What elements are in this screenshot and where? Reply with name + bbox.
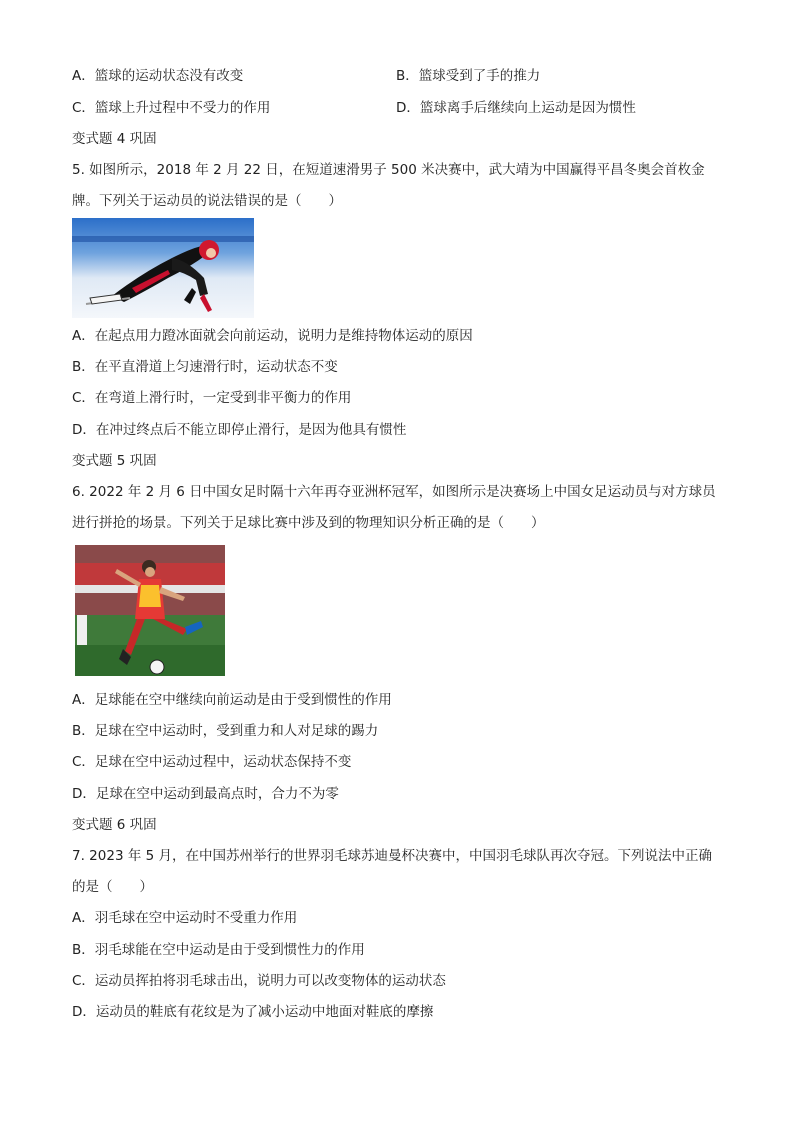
q4-option-d: D．篮球离手后继续向上运动是因为惯性 xyxy=(396,100,636,116)
q7-option-a: A．羽毛球在空中运动时不受重力作用 xyxy=(72,910,298,926)
q7-option-d: D．运动员的鞋底有花纹是为了减小运动中地面对鞋底的摩擦 xyxy=(72,1004,434,1020)
q6-option-d: D．足球在空中运动到最高点时，合力不为零 xyxy=(72,786,339,802)
q5-option-a: A．在起点用力蹬冰面就会向前运动，说明力是维持物体运动的原因 xyxy=(72,328,473,344)
q5-variant-label: 变式题 5 巩固 xyxy=(72,453,157,469)
q5-stem: 5. 如图所示，2018 年 2 月 22 日，在短道速滑男子 500 米决赛中，武大靖为中国赢得平昌冬奥会首枚金牌。下列关于运动员的说法错误的是（ ） xyxy=(72,162,705,209)
q4-option-c: C．篮球上升过程中不受力的作用 xyxy=(72,100,271,116)
q4-option-a: A．篮球的运动状态没有改变 xyxy=(72,68,244,84)
q7-stem: 7. 2023 年 5 月，在中国苏州举行的世界羽毛球苏迪曼杯决赛中，中国羽毛球队再次夺冠。下列说法中正确的是（ ） xyxy=(72,848,712,895)
q6-option-a: A．足球能在空中继续向前运动是由于受到惯性的作用 xyxy=(72,692,392,708)
q6-stem: 6. 2022 年 2 月 6 日中国女足时隔十六年再夺亚洲杯冠军，如图所示是决赛场上中国女足运动员与对方球员进行拼抢的场景。下列关于足球比赛中涉及到的物理知识分析正确的是（ ） xyxy=(72,484,716,531)
q6-option-c: C．足球在空中运动过程中，运动状态保持不变 xyxy=(72,754,352,770)
speed-skater-photo xyxy=(72,218,254,318)
q4-option-b: B．篮球受到了手的推力 xyxy=(396,68,541,84)
q4-variant-label: 变式题 4 巩固 xyxy=(72,131,157,147)
q6-variant-label: 变式题 6 巩固 xyxy=(72,817,157,833)
q6-option-b: B．足球在空中运动时，受到重力和人对足球的踢力 xyxy=(72,723,379,739)
q7-option-b: B．羽毛球能在空中运动是由于受到惯性力的作用 xyxy=(72,942,365,958)
q7-option-c: C．运动员挥拍将羽毛球击出，说明力可以改变物体的运动状态 xyxy=(72,973,446,989)
q5-option-c: C．在弯道上滑行时，一定受到非平衡力的作用 xyxy=(72,390,352,406)
q5-option-d: D．在冲过终点后不能立即停止滑行，是因为他具有惯性 xyxy=(72,422,407,438)
womens-football-photo xyxy=(75,545,225,676)
q5-option-b: B．在平直滑道上匀速滑行时，运动状态不变 xyxy=(72,359,338,375)
